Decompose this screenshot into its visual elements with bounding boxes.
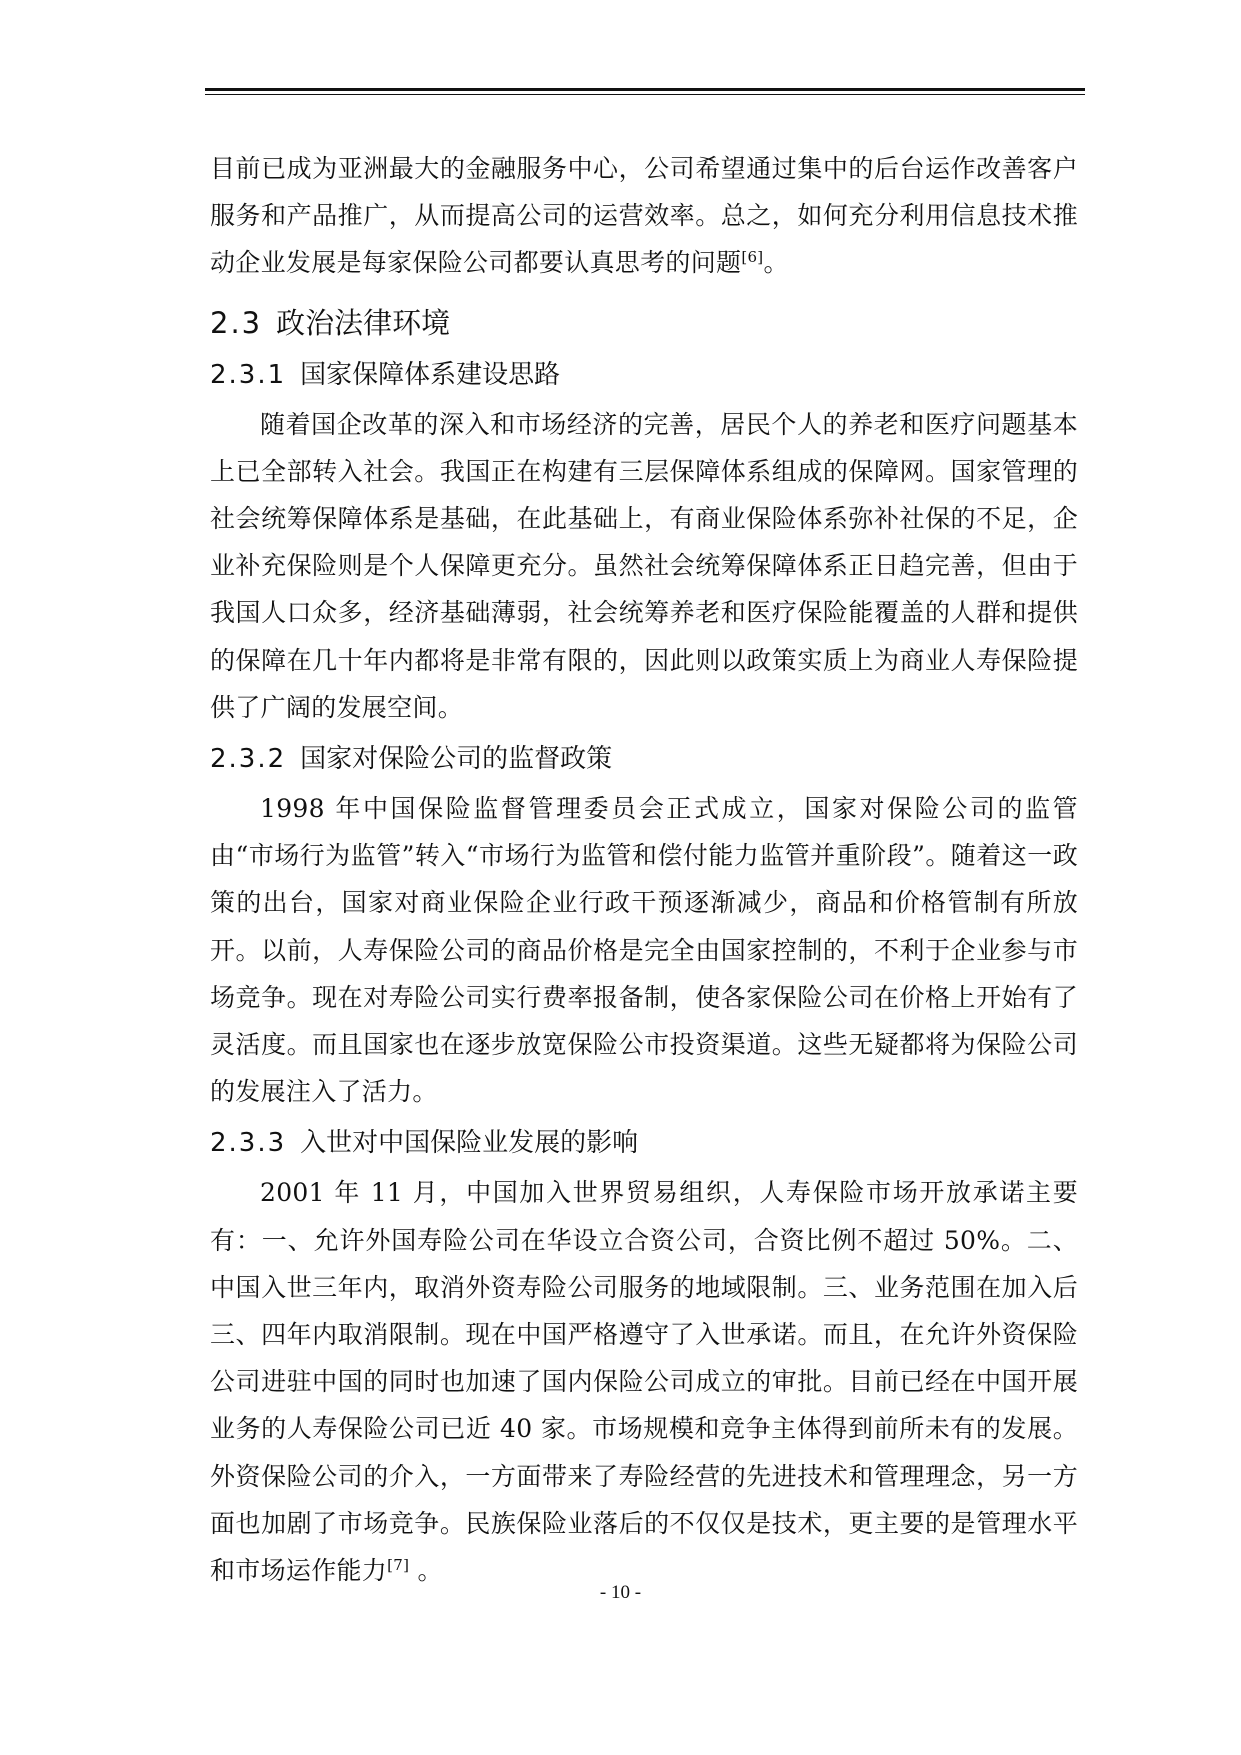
intro-paragraph [210, 145, 1078, 287]
page-number: - 10 - [599, 1582, 642, 1603]
heading-number: 2.3.1 [210, 359, 287, 390]
intro-text: 目前已成为亚洲最大的金融服务中心，公司希望通过集中的后台运作改善客户服务和产品推广，从而提高公司的运营效率。总之，如何充分利用信息技术推动企业发展是每家保险公司都要认真思考的问题 [210, 154, 1078, 278]
citation-6[interactable]: [6] [741, 248, 764, 267]
heading-number: 2.3.2 [210, 744, 287, 775]
citation-7[interactable]: [7] [387, 1556, 410, 1575]
paragraph-2-3-2: 1998 年中国保险监督管理委员会正式成立，国家对保险公司的监管由“市场行为监管”转入“市场行为监管和偿付能力监管并重阶段”。随着这一政策的出台，国家对商业保险企业行政干预逐渐减少，商品和价格管制有所放开。以前，人寿保险公司的商品价格是完全由国家控制的，不利于企业参与市场竞争。现在对寿险公司实行费率报备制，使各家保险公司在价格上开始有了灵活度。而且国家也在逐步放宽保险公市投资渠道。这些无疑都将为保险公司的发展注入了活力。 [210, 794, 1078, 1107]
paragraph-2-3-3-text: 2001 年 11 月，中国加入世界贸易组织，人寿保险市场开放承诺主要有：一、允许外国寿险公司在华设立合资公司，合资比例不超过 50%。二、中国入世三年内，取消外资寿险公司服务的地域限制。三、业务范围在加入后三、四年内取消限制。现在中国严格遵守了入世承诺。而且，在允许外资保险公司进驻中国的同时也加速了国内保险公司成立的审批。目前已经在中国开展业务的人寿保险公司已近 40 家。市场规模和竞争主体得到前所未有的发展。外资保险公司的介入，一方面带来了寿险经营的先进技术和管理理念，另一方面也加剧了市场竞争。民族保险业落后的不仅仅是技术，更主要的是管理水平和市场运作能力 [210, 1178, 1078, 1586]
heading-2-3 [210, 301, 1078, 345]
heading-2-3-3 [210, 1121, 1078, 1165]
paragraph-2-3-3-end: 。 [409, 1556, 443, 1586]
document-body [210, 145, 1078, 1594]
heading-number: 2.3 [210, 305, 263, 340]
intro-end: 。 [763, 248, 789, 278]
heading-2-3-1 [210, 353, 1078, 397]
heading-2-3-2 [210, 737, 1078, 781]
heading-number: 2.3.3 [210, 1128, 287, 1159]
heading-title: 国家保障体系建设思路 [300, 359, 561, 390]
header-rule-thick [205, 88, 1085, 91]
paragraph-2-3-1: 随着国企改革的深入和市场经济的完善，居民个人的养老和医疗问题基本上已全部转入社会。我国正在构建有三层保障体系组成的保障网。国家管理的社会统筹保障体系是基础，在此基础上，有商业保险体系弥补社保的不足，企业补充保险则是个人保障更充分。虽然社会统筹保障体系正日趋完善，但由于我国人口众多，经济基础薄弱，社会统筹养老和医疗保险能覆盖的人群和提供的保障在几十年内都将是非常有限的，因此则以政策实质上为商业人寿保险提供了广阔的发展空间。 [210, 409, 1078, 722]
heading-title: 政治法律环境 [276, 305, 451, 340]
heading-title: 国家对保险公司的监督政策 [300, 744, 613, 775]
heading-title: 入世对中国保险业发展的影响 [300, 1128, 639, 1159]
paragraph-2-3-3 [210, 1169, 1078, 1594]
header-rule-thin [205, 94, 1085, 95]
